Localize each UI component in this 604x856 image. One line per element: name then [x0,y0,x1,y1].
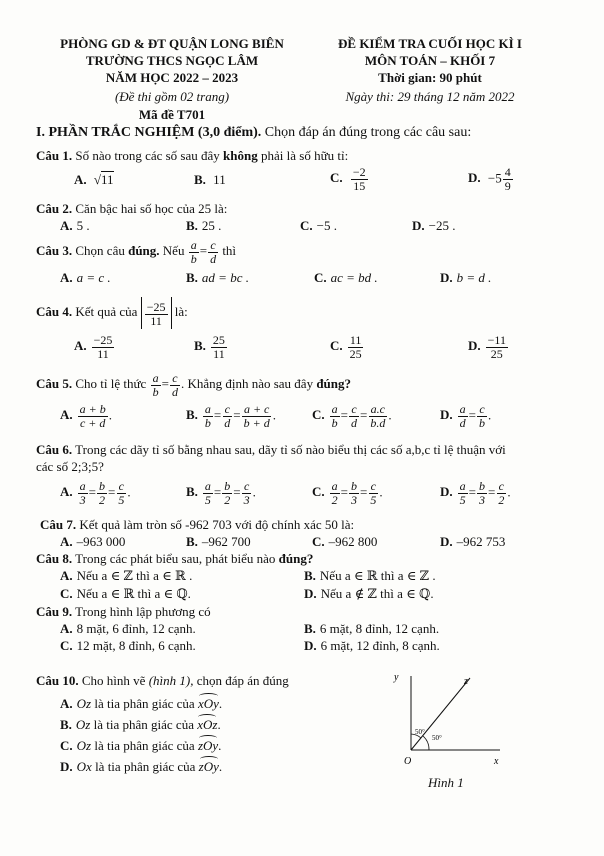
fraction [477,480,487,507]
q10-option-a[interactable]: A. Oz là tia phân giác của xOy. [60,696,223,711]
numerator: 25 [212,333,225,347]
figure-reference: (hình 1), [148,673,194,688]
denominator: 5 [204,493,211,507]
question-text: Căn bậc hai số học của 25 là: [75,201,228,216]
q3-option-c[interactable] [314,270,378,286]
angle-label-yoz: 50° [415,728,425,736]
school-department: PHÒNG GD & ĐT QUẬN LONG BIÊN [60,36,284,51]
option-letter: B. [304,568,316,583]
q7-option-a[interactable] [60,534,125,550]
question-text: thì [222,243,237,258]
option-letter: B. [194,172,206,187]
fraction [349,403,359,430]
exam-date: Ngày thi: 29 tháng 12 năm 2022 [345,89,515,104]
denominator: b.d [370,416,386,430]
option-letter: A. [60,484,73,500]
question-text: Kết quả của [75,304,138,319]
option-text: là tia phân giác của [94,738,195,753]
option-value: 6 mặt, 12 đỉnh, 8 cạnh. [320,638,440,653]
fraction [151,372,161,399]
denominator: d [459,416,466,430]
fraction [222,480,232,507]
option-letter: D. [440,534,453,549]
numerator: a.c [370,402,385,416]
question-7 [40,517,354,533]
option-value: a = c . [76,270,111,285]
option-value: 25 . [201,218,222,233]
fraction [368,403,387,430]
denominator: 3 [350,493,357,507]
fraction [351,166,368,193]
numerator: a [331,402,338,416]
q10-option-b[interactable]: B. Oz là tia phân giác của xOz. [60,717,221,732]
fraction [458,480,468,507]
numerator: a + c [243,402,270,416]
option-value: –962 753 [456,534,506,549]
label-y: y [394,672,399,683]
numerator: c [498,479,504,493]
numerator: a [459,479,466,493]
fraction [145,301,168,328]
q8-option-d[interactable] [304,586,434,602]
q6-option-d[interactable]: D. $\frac{a}{5}$ = $\frac{b}{3}$ = $\frac{c}{2}$ . [440,479,511,507]
numerator: −25 [93,333,113,347]
option-letter: D. [60,759,73,774]
fraction [242,403,272,430]
numerator: 4 [504,165,511,179]
q2-option-c[interactable] [300,218,337,234]
fraction [116,480,126,507]
q2-option-d[interactable] [412,218,455,234]
denominator: d [171,384,178,399]
option-letter: A. [60,568,73,583]
denominator: 11 [213,347,225,361]
school-year: NĂM HỌC 2022 – 2023 [105,70,239,85]
fraction [208,239,218,266]
q8-option-a[interactable] [60,568,192,584]
option-letter: A. [60,621,73,636]
option-letter: C. [330,338,343,354]
option-text: là tia phân giác của [95,759,196,774]
option-letter: B. [194,338,206,354]
label-z: z [464,676,468,687]
option-letter: D. [468,170,481,186]
option-letter: C. [312,407,325,423]
denominator: 3 [79,493,86,507]
option-letter: A. [60,270,73,285]
numerator: a [204,402,211,416]
option-text: là tia phân giác của [93,717,194,732]
denominator: b [331,416,338,430]
angle-label-zox: 50° [432,734,442,742]
option-value: b = d . [456,270,492,285]
denominator: 25 [490,347,503,361]
denominator: 11 [150,313,162,328]
option-letter: A. [60,696,73,711]
option-letter: C. [314,270,327,285]
question-text: Trong hình lập phương có [75,604,211,619]
question-label: Câu 5. [36,376,73,391]
duration: Thời gian: 90 phút [378,70,482,85]
denominator: c + d [79,416,106,430]
question-text: Kết quả làm tròn số -962 703 với độ chính xác 50 là: [79,517,355,532]
numerator: b [350,479,357,493]
ray-name: Oz [76,738,92,753]
option-letter: C. [60,586,73,601]
option-letter: C. [312,534,325,549]
angle-name: xOy [197,696,219,711]
question-label: Câu 9. [36,604,73,619]
fraction [348,334,364,361]
label-x: x [494,756,499,767]
ray-name: Ox [76,759,92,774]
q2-option-b[interactable] [186,218,221,234]
denominator: b [204,416,211,430]
question-label: Câu 8. [36,551,73,566]
option-value: ad = bc . [201,270,249,285]
numerator: a [459,402,466,416]
option-value: Nếu a ∈ ℝ thì a ∈ ℚ. [76,586,191,601]
exam-title: ĐỀ KIỂM TRA CUỐI HỌC KÌ I [338,36,522,51]
numerator: c [351,402,357,416]
q5-option-a[interactable]: A. $\frac{a + b}{c + d}$ . [60,402,112,430]
numerator: c [172,370,178,385]
option-letter: B. [186,270,198,285]
section-title: I. PHẦN TRẮC NGHIỆM (3,0 điểm). [36,125,262,140]
option-letter: D. [304,638,317,653]
question-emphasis: đúng? [278,551,314,566]
question-6 [36,442,506,458]
option-letter: A. [74,172,87,187]
option-value: 8 mặt, 6 đỉnh, 12 cạnh. [76,621,196,636]
option-value: Nếu a ∈ ℝ thì a ∈ ℤ . [319,568,436,583]
numerator: a [152,370,159,385]
figure-caption: Hình 1 [428,775,464,790]
q4-option-c[interactable] [330,334,365,361]
question-text: Số nào trong các số sau đây [75,148,220,163]
numerator: −2 [352,165,366,179]
denominator: 25 [349,347,362,361]
question-text: Nếu [162,243,185,258]
numerator: −25 [146,299,166,314]
numerator: c [243,479,250,493]
angle-name: zOy [197,738,219,753]
option-letter: A. [60,218,73,233]
option-letter: B. [186,534,198,549]
denominator: 5 [459,493,466,507]
fraction [486,334,508,361]
option-letter: D. [304,586,317,601]
question-8 [36,551,313,567]
question-emphasis: đúng? [316,376,352,391]
q5-option-b[interactable]: B. $\frac{a}{b}$ = $\frac{c}{d}$ = $\frac{a + c}{b + d}$ . [186,402,276,430]
q6-option-a[interactable]: A. $\frac{a}{3}$ = $\frac{b}{2}$ = $\frac{c}{5}$ . [60,479,131,507]
question-label: Câu 7. [40,517,77,532]
question-emphasis: đúng. [128,243,160,258]
denominator: 3 [478,493,485,507]
numerator: b [98,479,105,493]
question-text-continued: các số 2;3;5? [36,459,104,474]
option-letter: B. [186,218,198,233]
fraction [477,403,487,430]
question-text: Chọn câu [75,243,125,258]
denominator: 9 [504,179,511,193]
q4-option-b[interactable] [194,334,228,361]
option-letter: D. [440,484,453,500]
option-value: Nếu a ∈ ℤ thì a ∈ ℝ . [76,568,193,583]
question-text: Cho hình vẽ [81,673,146,688]
option-letter: B. [60,717,72,732]
denominator: 11 [97,347,109,361]
numerator: −11 [487,333,506,347]
mixed-whole: −5 [487,170,502,186]
fraction [92,334,115,361]
question-label: Câu 3. [36,243,73,258]
option-letter: B. [304,621,316,636]
question-5: Câu 5. Cho tỉ lệ thức $\frac{a}{b}$ = $\frac{c}{d}$ . Khẳng định nào sau đây đúng? [36,370,352,399]
option-value: ac = bd . [330,270,378,285]
angle-arc-zox [423,736,429,750]
denominator: 2 [331,493,338,507]
label-o: O [404,756,412,767]
option-value: 11 [101,172,114,187]
numerator: a [331,479,338,493]
page-count-note: (Đề thi gồm 02 trang) [114,89,230,104]
denominator: 2 [498,493,505,507]
q10-option-d[interactable]: D. Ox là tia phân giác của zOy. [60,759,223,774]
school-name: TRƯỜNG THCS NGỌC LÂM [85,53,259,68]
option-value: –962 800 [328,534,378,549]
numerator: c [118,479,124,493]
numerator: a [204,479,211,493]
question-9 [36,604,211,620]
option-value: −5 . [316,218,337,233]
q9-option-c[interactable] [60,638,196,654]
numerator: b [224,479,231,493]
question-4 [36,296,188,329]
fraction [496,480,506,507]
fraction [170,372,180,399]
denominator: b [478,416,485,430]
q9-option-b[interactable] [304,621,439,637]
question-2 [36,201,227,217]
option-value: Nếu a ∉ ℤ thì a ∈ ℚ. [320,586,434,601]
question-text: Trong các phát biểu sau, phát biểu nào [75,551,276,566]
numerator: c [370,479,376,493]
fraction [78,403,108,430]
q1-option-d[interactable] [468,166,514,193]
question-label: Câu 4. [36,304,73,319]
question-label: Câu 6. [36,442,73,457]
absolute-value [141,297,172,329]
denominator: d [350,416,357,430]
question-text: chọn đáp án đúng [196,673,289,688]
fraction [78,480,88,507]
question-3: Câu 3. Chọn câu đúng. Nếu $\frac{a}{b}$ = $\frac{c}{d}$ thì [36,237,237,266]
option-letter: A. [60,407,73,423]
option-value: –963 000 [76,534,126,549]
question-emphasis: không [223,148,258,163]
q8-option-b[interactable] [304,568,436,584]
option-letter: C. [312,484,325,500]
subject: MÔN TOÁN – KHỐI 7 [364,53,496,68]
q9-option-d[interactable] [304,638,440,654]
fraction [503,166,513,193]
fraction [203,403,213,430]
q3-option-a[interactable] [60,270,111,286]
ray-name: Oz [75,717,91,732]
numerator: a [190,237,197,252]
denominator: b [190,251,197,266]
option-letter: D. [412,218,425,233]
denominator: b + d [243,416,270,430]
numerator: b [478,479,485,493]
section-heading [36,125,471,141]
q8-option-c[interactable] [60,586,191,602]
numerator: c [479,402,485,416]
option-letter: A. [60,534,73,549]
denominator: 5 [118,493,125,507]
q5-option-d[interactable]: D. $\frac{a}{d}$ = $\frac{c}{b}$ . [440,402,492,430]
question-label: Câu 2. [36,201,73,216]
q7-option-c[interactable] [312,534,377,550]
q9-option-a[interactable] [60,621,196,637]
denominator: 2 [98,493,105,507]
q5-option-c[interactable]: C. $\frac{a}{b}$ = $\frac{c}{d}$ = $\frac{a.c}{b.d}$ . [312,402,392,430]
exam-code: Mã đề T701 [138,107,206,122]
fraction [222,403,232,430]
option-letter: A. [74,338,87,354]
fraction [203,480,213,507]
option-value: 5 . [76,218,90,233]
option-value: −25 . [428,218,456,233]
option-letter: B. [186,407,198,423]
q4-option-d[interactable] [468,334,509,361]
question-text: . Khẳng định nào sau đây [180,376,314,391]
option-letter: B. [186,484,198,500]
q1-option-a[interactable] [74,172,114,188]
numerator: c [210,237,216,252]
q1-option-b[interactable] [194,172,226,188]
option-letter: C. [60,738,73,753]
denominator: 3 [243,493,250,507]
fraction [97,480,107,507]
option-text: là tia phân giác của [94,696,195,711]
question-text: là: [174,304,188,319]
angle-name: zOy [198,759,219,774]
option-value: 11 [213,172,226,187]
option-letter: C. [60,638,73,653]
numerator: 11 [349,333,362,347]
q10-option-c[interactable]: C. Oz là tia phân giác của zOy. [60,738,222,753]
angle-name: xOz [197,717,218,732]
sqrt-symbol: √ [93,172,102,187]
question-text: phải là số hữu tỉ: [261,148,349,163]
numerator: a [79,479,86,493]
numerator: a + b [79,402,106,416]
q1-option-c[interactable] [330,166,369,193]
denominator: 5 [370,493,377,507]
question-1 [36,148,348,164]
option-letter: D. [440,270,453,285]
q4-option-a[interactable] [74,334,115,361]
option-letter: D. [440,407,453,423]
fraction [458,403,468,430]
fraction [242,480,252,507]
angle-figure [390,668,520,768]
denominator: b [152,384,159,399]
denominator: 15 [353,179,366,193]
option-value: 12 mặt, 8 đỉnh, 6 cạnh. [76,638,196,653]
question-label: Câu 10. [36,673,79,688]
q6-option-c[interactable]: C. $\frac{a}{2}$ = $\frac{b}{3}$ = $\frac{c}{5}$ . [312,479,383,507]
option-letter: D. [468,338,481,354]
question-10 [36,673,289,689]
fraction [330,480,340,507]
q6-option-b[interactable]: B. $\frac{a}{5}$ = $\frac{b}{2}$ = $\frac{c}{3}$ . [186,479,256,507]
fraction [368,480,378,507]
numerator: c [224,402,230,416]
q7-option-d[interactable] [440,534,505,550]
fraction [330,403,340,430]
ray-name: Oz [76,696,92,711]
fraction [189,239,199,266]
q7-option-b[interactable] [186,534,251,550]
denominator: d [224,416,231,430]
fraction [349,480,359,507]
question-label: Câu 1. [36,148,73,163]
q3-option-d[interactable] [440,270,491,286]
q2-option-a[interactable] [60,218,90,234]
question-text: Cho tỉ lệ thức [75,376,147,391]
denominator: d [210,251,217,266]
fraction [211,334,227,361]
denominator: 2 [224,493,231,507]
q3-option-b[interactable] [186,270,249,286]
option-letter: C. [330,170,343,186]
question-text: Trong các dãy tỉ số bằng nhau sau, dãy tỉ số nào biểu thị các số a,b,c tỉ lệ thuận với [75,442,506,457]
section-instruction: Chọn đáp án đúng trong các câu sau: [264,125,472,140]
option-value: 6 mặt, 8 đỉnh, 12 cạnh. [319,621,440,636]
option-letter: C. [300,218,313,233]
option-value: –962 700 [201,534,251,549]
